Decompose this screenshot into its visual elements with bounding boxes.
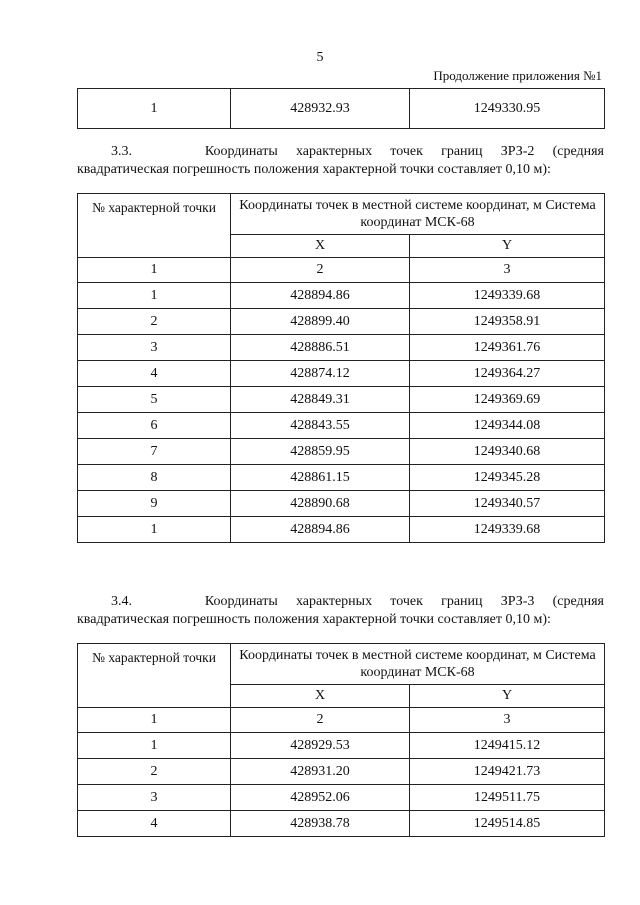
y-header: Y <box>410 685 605 708</box>
table-row <box>78 283 605 309</box>
section-number: 3.3. <box>111 144 132 159</box>
y-coordinate-cell: 1249415.12 <box>410 733 605 759</box>
column-index-row <box>78 708 605 733</box>
zrz-3-coordinates-table <box>77 643 605 837</box>
paragraph-second-line: квадратическая погрешность положения характерной точки составляет 0,10 м): <box>77 612 551 627</box>
table-row <box>78 811 605 837</box>
x-header: X <box>231 235 410 258</box>
y-coordinate-cell: 1249358.91 <box>410 309 605 335</box>
point-number-cell: 4 <box>78 811 231 837</box>
table-row <box>78 387 605 413</box>
point-number-cell: 1 <box>78 89 231 129</box>
y-coordinate-cell: 1249421.73 <box>410 759 605 785</box>
column-index: 1 <box>78 708 231 733</box>
y-coordinate-cell: 1249344.08 <box>410 413 605 439</box>
y-coordinate-cell: 1249339.68 <box>410 283 605 309</box>
paragraph-text: Координаты характерных точек границ ЗРЗ-3 (средняя <box>204 594 604 609</box>
point-number-cell: 6 <box>78 413 231 439</box>
paragraph-text: Координаты характерных точек границ ЗРЗ-2 (средняя <box>204 144 604 159</box>
y-coordinate-cell: 1249364.27 <box>410 361 605 387</box>
x-coordinate-cell: 428929.53 <box>231 733 410 759</box>
table-row <box>78 733 605 759</box>
x-header: X <box>231 685 410 708</box>
y-coordinate-cell: 1249514.85 <box>410 811 605 837</box>
y-coordinate-cell: 1249511.75 <box>410 785 605 811</box>
point-number-cell: 2 <box>78 309 231 335</box>
table-row <box>78 491 605 517</box>
x-coordinate-cell: 428861.15 <box>231 465 410 491</box>
point-number-cell: 5 <box>78 387 231 413</box>
column-index: 3 <box>410 258 605 283</box>
column-index: 1 <box>78 258 231 283</box>
paragraph-first-line <box>77 143 604 161</box>
y-coordinate-cell: 1249340.68 <box>410 439 605 465</box>
x-coordinate-cell: 428859.95 <box>231 439 410 465</box>
x-coordinate-cell: 428899.40 <box>231 309 410 335</box>
table-row <box>78 759 605 785</box>
x-coordinate-cell: 428938.78 <box>231 811 410 837</box>
point-number-cell: 3 <box>78 335 231 361</box>
x-coordinate-cell: 428932.93 <box>231 89 410 129</box>
y-coordinate-cell: 1249330.95 <box>410 89 605 129</box>
table-row <box>78 465 605 491</box>
zrz-2-coordinates-table <box>77 193 605 543</box>
y-coordinate-cell: 1249340.57 <box>410 491 605 517</box>
column-index-row <box>78 258 605 283</box>
page-number: 5 <box>316 50 324 65</box>
x-coordinate-cell: 428894.86 <box>231 517 410 543</box>
section-3-3-paragraph <box>77 143 604 179</box>
appendix-continuation-note: Продолжение приложения №1 <box>433 68 602 83</box>
x-coordinate-cell: 428874.12 <box>231 361 410 387</box>
point-number-cell: 4 <box>78 361 231 387</box>
table-row <box>78 309 605 335</box>
paragraph-second-line: квадратическая погрешность положения характерной точки составляет 0,10 м): <box>77 162 551 177</box>
x-coordinate-cell: 428894.86 <box>231 283 410 309</box>
table-row <box>78 517 605 543</box>
point-number-cell: 1 <box>78 517 231 543</box>
y-coordinate-cell: 1249369.69 <box>410 387 605 413</box>
column-index: 2 <box>231 708 410 733</box>
x-coordinate-cell: 428886.51 <box>231 335 410 361</box>
x-coordinate-cell: 428931.20 <box>231 759 410 785</box>
table-row <box>78 413 605 439</box>
coordinates-header: Координаты точек в местной системе координат, м Система координат МСК-68 <box>231 194 605 235</box>
x-coordinate-cell: 428843.55 <box>231 413 410 439</box>
table-header-row <box>78 194 605 235</box>
point-number-cell: 1 <box>78 283 231 309</box>
point-number-cell: 8 <box>78 465 231 491</box>
table-row <box>78 335 605 361</box>
y-header: Y <box>410 235 605 258</box>
section-3-4-paragraph <box>77 593 604 629</box>
y-coordinate-cell: 1249345.28 <box>410 465 605 491</box>
column-index: 2 <box>231 258 410 283</box>
y-coordinate-cell: 1249361.76 <box>410 335 605 361</box>
x-coordinate-cell: 428952.06 <box>231 785 410 811</box>
table-header-row <box>78 644 605 685</box>
point-number-cell: 7 <box>78 439 231 465</box>
table-row <box>78 785 605 811</box>
column-index: 3 <box>410 708 605 733</box>
x-coordinate-cell: 428849.31 <box>231 387 410 413</box>
point-number-cell: 3 <box>78 785 231 811</box>
point-number-cell: 2 <box>78 759 231 785</box>
section-number: 3.4. <box>111 594 132 609</box>
point-number-header: № характерной точки <box>78 194 231 258</box>
y-coordinate-cell: 1249339.68 <box>410 517 605 543</box>
table-row <box>78 439 605 465</box>
coordinates-header: Координаты точек в местной системе координат, м Система координат МСК-68 <box>231 644 605 685</box>
table-row <box>78 89 605 129</box>
table-row <box>78 361 605 387</box>
point-number-cell: 1 <box>78 733 231 759</box>
x-coordinate-cell: 428890.68 <box>231 491 410 517</box>
point-number-cell: 9 <box>78 491 231 517</box>
coordinates-table-continued <box>77 88 605 129</box>
paragraph-first-line <box>77 593 604 611</box>
point-number-header: № характерной точки <box>78 644 231 708</box>
